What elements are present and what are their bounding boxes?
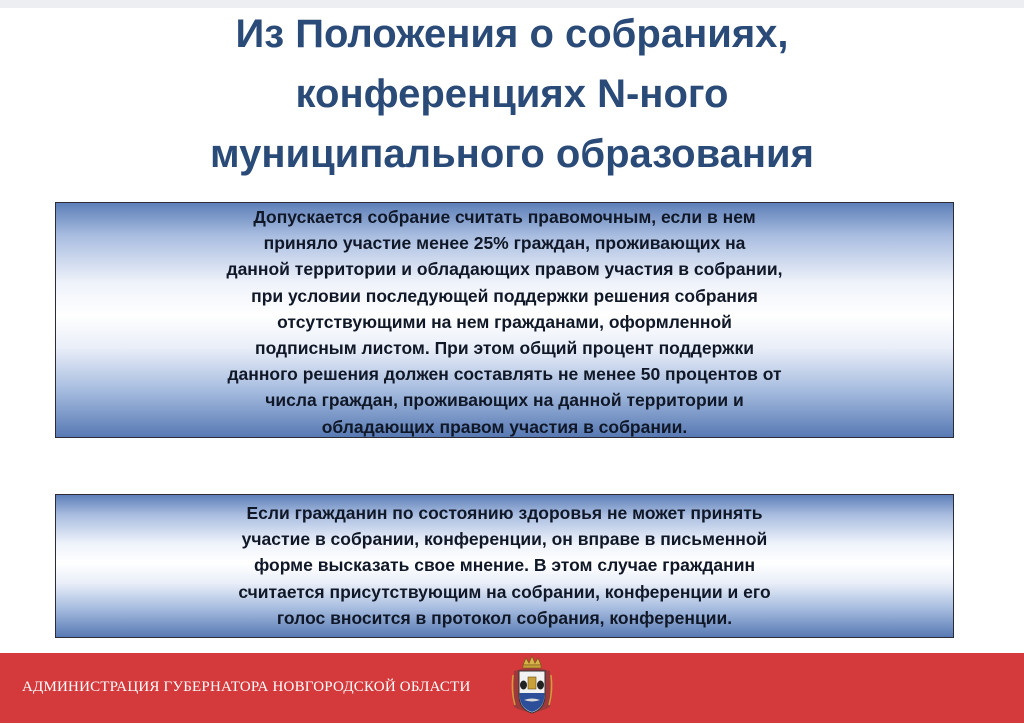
panel-line: участие в собрании, конференции, он вправе в письменной [241, 529, 768, 550]
panel-line: данной территории и обладающих правом участия в собрании, [226, 259, 783, 280]
panel-line: данного решения должен составлять не менее 50 процентов от [227, 364, 782, 385]
panel-line: обладающих правом участия в собрании. [321, 416, 688, 437]
title-line: Из Положения о собраниях, [235, 12, 789, 56]
panel-line: приняло участие менее 25% граждан, проживающих на [263, 233, 746, 254]
panel-line: числа граждан, проживающих на данной территории и [265, 390, 744, 411]
coat-of-arms-icon [510, 655, 554, 719]
slide-title [40, 4, 984, 184]
written-opinion-text [56, 500, 953, 631]
quorum-rule-panel [55, 202, 954, 438]
written-opinion-panel [55, 494, 954, 638]
panel-line: считается присутствующим на собрании, конференции и его [238, 581, 771, 602]
panel-line: форме высказать свое мнение. В этом случае гражданин [253, 555, 756, 576]
title-line: конференциях N-ного [295, 72, 729, 116]
panel-line: отсутствующими на нем гражданами, оформленной [277, 311, 732, 332]
panel-line: подписным листом. При этом общий процент поддержки [255, 338, 754, 359]
panel-line: голос вносится в протокол собрания, конференции. [276, 607, 733, 628]
panel-line: при условии последующей поддержки решения собрания [251, 285, 758, 306]
title-line: муниципального образования [210, 132, 814, 176]
panel-line: Допускается собрание считать правомочным, если в нем [253, 207, 756, 227]
footer-organization-name: АДМИНИСТРАЦИЯ ГУБЕРНАТОРА НОВГОРОДСКОЙ ОБЛАСТИ [22, 679, 471, 695]
quorum-rule-text [56, 204, 953, 440]
panel-line: Если гражданин по состоянию здоровья не может принять [246, 503, 763, 523]
